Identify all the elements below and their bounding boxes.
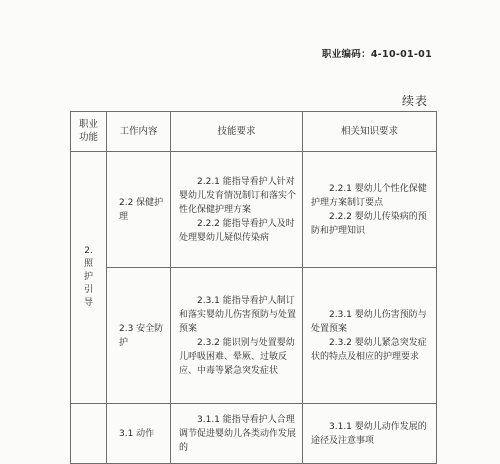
content-cell: 3.1 动作	[107, 404, 171, 464]
skills-cell	[171, 268, 303, 404]
knowledge-item: 2.3.1 婴幼儿伤害预防与处置预案	[311, 309, 427, 334]
occupation-code: 职业编码：4-10-01-01	[321, 49, 432, 60]
header-content: 工作内容	[107, 112, 171, 152]
knowledge-item: 2.2.1 婴幼儿个性化保健护理方案制订要点	[311, 183, 427, 208]
skill-item: 2.2.1 能指导看护人针对婴幼儿发育情况制订和落实个性化保健护理方案	[179, 176, 297, 215]
knowledge-item: 3.1.1 婴幼儿动作发展的途径及注意事项	[311, 421, 427, 446]
table-row	[71, 152, 437, 268]
content-cell: 2.2 保健护理	[107, 152, 171, 268]
skill-item: 2.2.2 能指导看护人及时处理婴幼儿疑似传染病	[179, 218, 295, 243]
header-skills: 技能要求	[171, 112, 303, 152]
continued-label: 续表	[401, 94, 428, 108]
table-row	[71, 404, 437, 464]
knowledge-item: 2.3.2 婴幼儿紧急突发症状的特点及相应的护理要求	[311, 337, 427, 362]
skills-cell	[171, 152, 303, 268]
knowledge-cell	[303, 152, 437, 268]
skill-item: 3.1.1 能指导看护人合理调节促进婴幼儿各类动作发展的	[179, 414, 297, 453]
knowledge-cell	[303, 404, 437, 464]
skill-item: 2.3.1 能指导看护人制订和落实婴幼儿伤害预防与处置预案	[179, 295, 297, 334]
skill-item: 2.3.2 能识别与处置婴幼儿呼吸困难、晕厥、过敏反应、中毒等紧急突发症状	[179, 337, 295, 376]
header-function: 职业功能	[71, 112, 107, 152]
table-header-row	[71, 112, 437, 152]
content-cell: 2.3 安全防护	[107, 268, 171, 404]
knowledge-cell	[303, 268, 437, 404]
table-row	[71, 268, 437, 404]
function-label: 2. 照护引导	[83, 246, 93, 308]
knowledge-item: 2.2.2 婴幼儿传染病的预防和护理知识	[311, 211, 427, 236]
skills-cell	[171, 404, 303, 464]
function-cell	[71, 404, 107, 464]
skills-table	[70, 111, 437, 464]
header-knowledge: 相关知识要求	[303, 112, 437, 152]
function-cell	[71, 152, 107, 404]
